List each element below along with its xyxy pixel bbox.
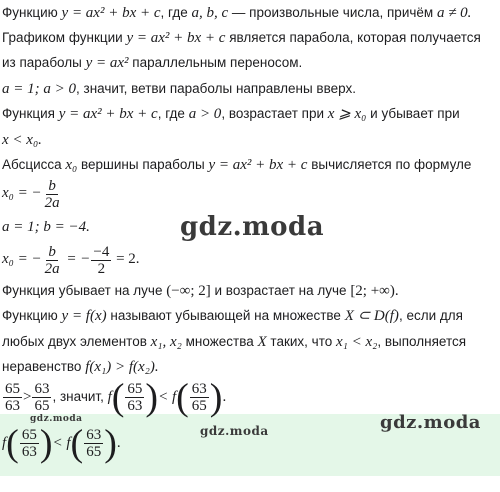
numerator: b bbox=[48, 244, 56, 260]
formula: x₁ < x₂ bbox=[336, 334, 378, 350]
formula: x ⩾ x₀ bbox=[327, 106, 367, 122]
text: , где bbox=[157, 106, 189, 121]
formula: f bbox=[107, 389, 112, 405]
line-11 bbox=[2, 282, 399, 300]
text: неравенство bbox=[2, 359, 86, 374]
numerator: 65 bbox=[127, 380, 143, 397]
numerator: b bbox=[48, 178, 56, 194]
text: таких, что bbox=[266, 334, 336, 349]
formula: < f bbox=[52, 435, 71, 451]
fraction bbox=[84, 427, 103, 460]
text: , где bbox=[160, 5, 192, 20]
denominator: 2a bbox=[44, 195, 60, 209]
formula: x₀ = − bbox=[2, 185, 42, 202]
text: — произвольные числа, причём bbox=[228, 5, 437, 20]
fraction bbox=[3, 381, 22, 414]
text: , возрастает при bbox=[221, 106, 328, 121]
text: , значит, bbox=[52, 389, 108, 404]
fraction bbox=[125, 381, 144, 414]
formula: < f bbox=[158, 389, 177, 405]
formula: > bbox=[23, 389, 32, 405]
numerator: 63 bbox=[34, 380, 50, 397]
text: вычисляется по формуле bbox=[307, 157, 472, 172]
denominator: 65 bbox=[34, 397, 50, 414]
numerator: 65 bbox=[21, 426, 37, 443]
denominator: 2a bbox=[44, 261, 60, 275]
formula: a > 0 bbox=[188, 106, 222, 122]
formula: y = ax² + bx + c bbox=[61, 5, 161, 21]
text: любых двух элементов bbox=[2, 334, 151, 349]
line-3 bbox=[2, 54, 302, 72]
formula: [2; +∞). bbox=[350, 283, 399, 299]
formula: y = f(x) bbox=[61, 308, 107, 324]
numerator: −4 bbox=[93, 244, 110, 260]
denominator: 63 bbox=[5, 397, 20, 414]
formula: . bbox=[222, 389, 227, 405]
watermark: gdz.moda bbox=[180, 212, 325, 242]
watermark: gdz.moda bbox=[380, 412, 481, 433]
text: , значит, ветви параболы направлены вверх. bbox=[76, 81, 356, 96]
formula: f(x₁) > f(x₂). bbox=[85, 359, 159, 375]
formula: a = 1; a > 0 bbox=[2, 81, 76, 97]
formula: y = ax² + bx + c bbox=[126, 30, 226, 46]
line-16: f( $\frac{65}{63}$ )< f( $\frac{63}{65}$ ). bbox=[2, 422, 121, 465]
line-10 bbox=[2, 244, 140, 275]
text: Функцию bbox=[2, 5, 62, 20]
text: , выполняется bbox=[377, 334, 467, 349]
denominator: 2 bbox=[97, 261, 106, 275]
text: параллельным переносом. bbox=[128, 55, 303, 70]
formula: x₀ = − bbox=[2, 251, 42, 268]
formula: a = 1; b = −4. bbox=[2, 219, 90, 235]
formula: (−∞; 2] bbox=[166, 283, 211, 299]
fraction bbox=[32, 381, 51, 414]
formula: x₀ bbox=[65, 157, 78, 173]
formula: = 2. bbox=[112, 251, 140, 268]
formula: y = ax² bbox=[85, 55, 129, 71]
formula: f bbox=[2, 435, 7, 451]
formula: X ⊂ D(f) bbox=[344, 308, 399, 324]
text: и возрастает на луче bbox=[210, 283, 351, 298]
text: Графиком функции bbox=[2, 30, 127, 45]
fraction bbox=[91, 244, 111, 275]
formula: a ≠ 0. bbox=[436, 5, 472, 21]
watermark: gdz.moda bbox=[200, 424, 269, 438]
denominator: 65 bbox=[191, 397, 207, 414]
formula: x₁, x₂ bbox=[150, 334, 182, 350]
text: Функцию bbox=[2, 308, 62, 323]
line-1 bbox=[2, 4, 471, 22]
watermark: gdz.moda bbox=[30, 414, 83, 424]
line-13 bbox=[2, 333, 466, 351]
line-8 bbox=[2, 178, 63, 209]
line-4 bbox=[2, 80, 356, 98]
text: множества bbox=[181, 334, 258, 349]
line-5 bbox=[2, 105, 460, 123]
text: из параболы bbox=[2, 55, 86, 70]
line-15: $\frac{65}{63}$ > $\frac{63}{65}$ , значит, f( $\frac{65}{63}$ )< f( $\frac{63}{65}$ ). bbox=[5, 376, 227, 419]
formula: x < x₀. bbox=[2, 132, 42, 148]
text: Функция убывает на луче bbox=[2, 283, 167, 298]
line-9 bbox=[2, 218, 90, 236]
denominator: 65 bbox=[86, 443, 102, 460]
line-12 bbox=[2, 307, 463, 325]
line-14 bbox=[2, 358, 159, 376]
line-2 bbox=[2, 29, 481, 47]
fraction bbox=[190, 381, 209, 414]
fraction bbox=[43, 178, 62, 209]
numerator: 63 bbox=[86, 426, 102, 443]
formula: . bbox=[116, 435, 121, 451]
formula: y = ax² + bx + c bbox=[208, 157, 308, 173]
text: , если для bbox=[398, 308, 463, 323]
formula: a, b, c bbox=[191, 5, 229, 21]
text: Абсцисса bbox=[2, 157, 66, 172]
text: Функция bbox=[2, 106, 59, 121]
fraction bbox=[43, 244, 62, 275]
fraction bbox=[20, 427, 39, 460]
denominator: 63 bbox=[127, 397, 143, 414]
denominator: 63 bbox=[21, 443, 37, 460]
numerator: 65 bbox=[5, 380, 20, 397]
formula: y = ax² + bx + c bbox=[58, 106, 158, 122]
formula: X bbox=[257, 334, 267, 350]
line-6 bbox=[2, 131, 42, 149]
text: является парабола, которая получается bbox=[225, 30, 481, 45]
numerator: 63 bbox=[191, 380, 207, 397]
text: вершины параболы bbox=[77, 157, 209, 172]
text: и убывает при bbox=[366, 106, 460, 121]
line-7 bbox=[2, 156, 471, 174]
formula: = − bbox=[62, 251, 91, 268]
text: называют убывающей на множестве bbox=[106, 308, 345, 323]
